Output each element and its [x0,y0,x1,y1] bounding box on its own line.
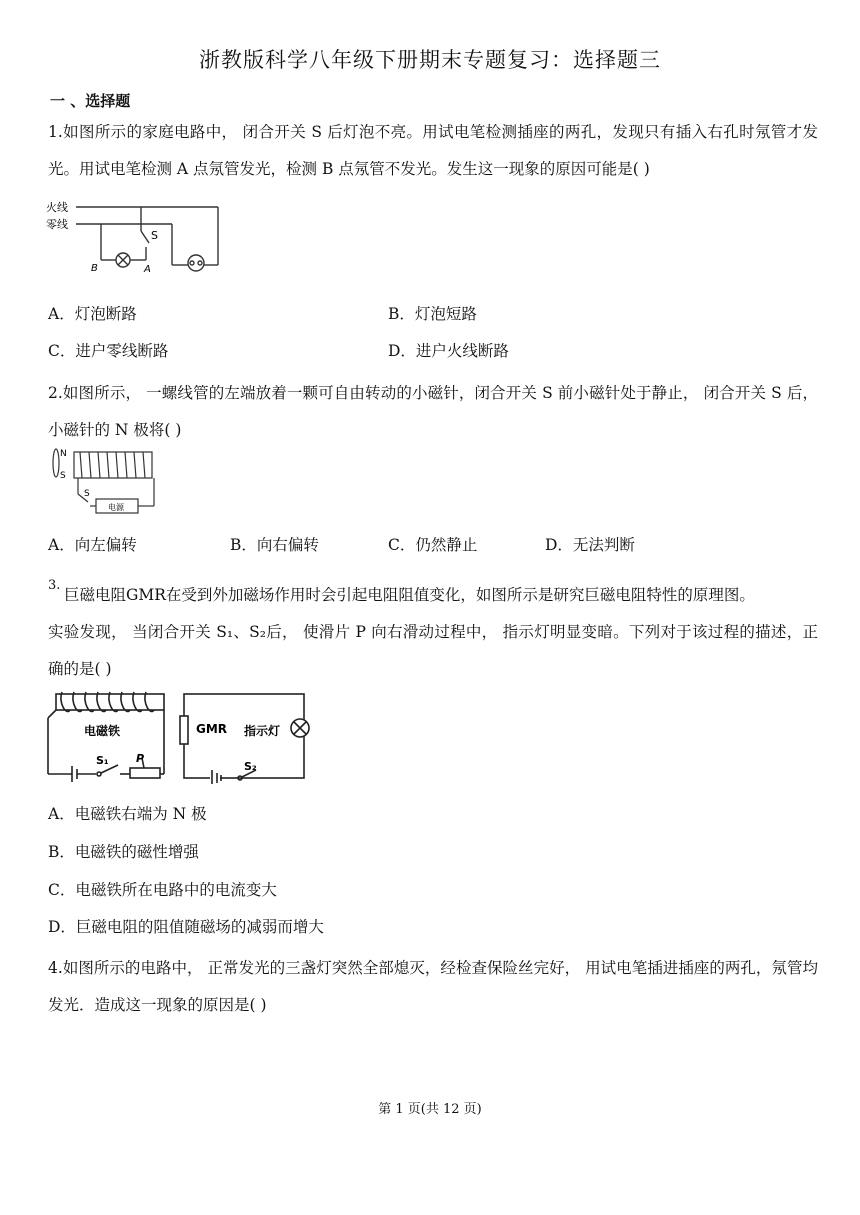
question-4-stem: 4.如图所示的电路中， 正常发光的三盏灯突然全部熄灭，经检查保险丝完好， 用试电笔插进插座的两孔，氖管均发光．造成这一现象的原因是( ) [48,959,818,1014]
label-point-b: B [91,263,98,274]
q3-option-a[interactable]: A．电磁铁右端为 N 极 [48,805,207,823]
question-2-stem: 2.如图所示， 一螺线管的左端放着一颗可自由转动的小磁针，闭合开关 S 前小磁针处于静止， 闭合开关 S 后，小磁针的 N 极将( ) [48,384,818,439]
q2-option-b[interactable]: B．向右偏转 [230,536,319,554]
q3-option-c[interactable]: C．电磁铁所在电路中的电流变大 [48,881,277,899]
label-neutral-wire: 零线 [46,218,68,231]
label-pole-s: S [60,471,66,481]
question-2-figure [46,446,158,516]
q3-option-d[interactable]: D．巨磁电阻的阻值随磁场的减弱而增大 [48,918,324,936]
label-gmr: GMR [196,722,228,736]
q1-option-c[interactable]: C．进户零线断路 [48,342,169,360]
question-1-figure [46,195,226,277]
q2-option-a[interactable]: A．向左偏转 [48,536,137,554]
q2-option-d[interactable]: D．无法判断 [545,536,635,554]
page-title: 浙教版科学八年级下册期末专题复习：选择题三 [199,48,661,72]
label-s1: S₁ [96,754,109,767]
question-3-number: 3. [48,578,61,593]
q2-option-c[interactable]: C．仍然静止 [388,536,478,554]
label-switch-s: S [84,489,90,499]
question-3-stem-line1: 巨磁电阻GMR在受到外加磁场作用时会引起电阻阻值变化，如图所示是研究巨磁电阻特性的原理图。 [64,586,755,604]
q1-option-a[interactable]: A．灯泡断路 [48,305,137,323]
label-switch-s: S [151,229,158,242]
question-3-stem: 实验发现， 当闭合开关 S₁、S₂后， 使滑片 P 向右滑动过程中， 指示灯明显变暗。下列对于该过程的描述，正确的是( ) [48,623,818,678]
label-indicator-lamp: 指示灯 [244,724,281,738]
question-3-figure [44,688,314,784]
label-s2: S₂ [244,760,257,773]
label-point-a: A [144,264,151,275]
section-heading: 一 、选择题 [50,92,131,110]
page-footer: 第 1 页(共 12 页) [378,1102,482,1117]
label-slider-p: P [136,752,145,765]
question-1-stem: 1.如图所示的家庭电路中， 闭合开关 S 后灯泡不亮。用试电笔检测插座的两孔，发现只有插入右孔时氖管才发光。用试电笔检测 A 点氖管发光，检测 B 点氖管不发光。发生这一现象的原因可能是( ) [48,123,818,178]
label-pole-n: N [60,449,67,459]
q3-option-b[interactable]: B．电磁铁的磁性增强 [48,843,199,861]
label-electromagnet: 电磁铁 [84,724,121,738]
label-power: 电源 [108,503,124,512]
q1-option-b[interactable]: B．灯泡短路 [388,305,477,323]
label-live-wire: 火线 [46,201,68,214]
q1-option-d[interactable]: D．进户火线断路 [388,342,509,360]
